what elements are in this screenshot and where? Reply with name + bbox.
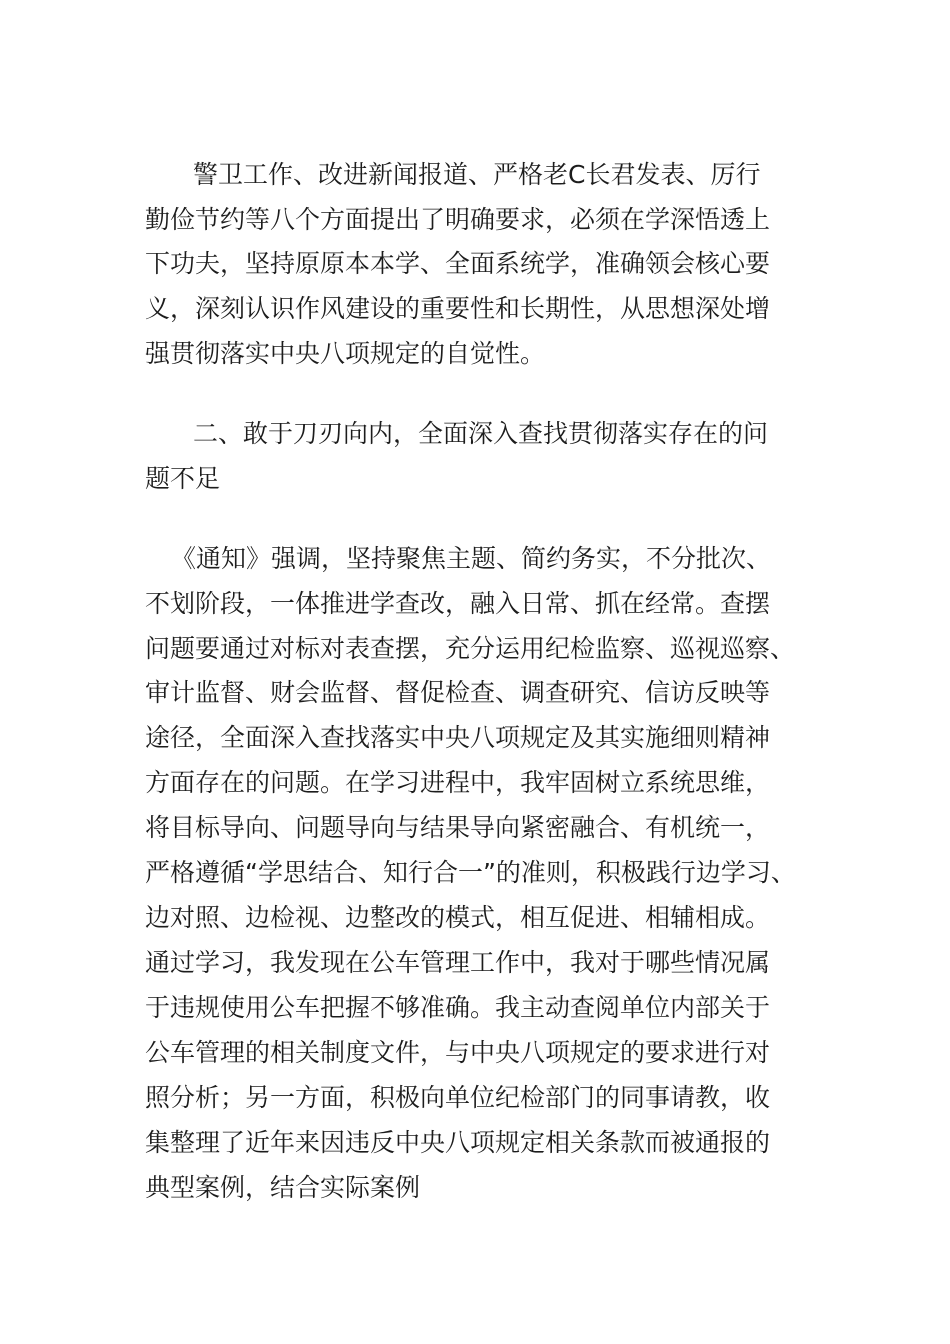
- paragraph-line: 义，深刻认识作风建设的重要性和长期性，从思想深处增: [145, 294, 771, 323]
- paragraph-line: 公车管理的相关制度文件，与中央八项规定的要求进行对: [145, 1038, 771, 1067]
- paragraph-line: 边对照、边检视、边整改的模式，相互促进、相辅相成。: [145, 903, 771, 932]
- paragraph-line: 途径，全面深入查找落实中央八项规定及其实施细则精神: [145, 723, 771, 752]
- paragraph-line: 将目标导向、问题导向与结果导向紧密融合、有机统一，: [145, 813, 771, 842]
- paragraph-line: 严格遵循“学思结合、知行合一”的准则，积极践行边学习、: [145, 858, 796, 887]
- paragraph-line: 下功夫，坚持原原本本学、全面系统学，准确领会核心要: [145, 249, 771, 278]
- paragraph-line: 于违规使用公车把握不够准确。我主动查阅单位内部关于: [145, 993, 771, 1022]
- paragraph-line: 勤俭节约等八个方面提出了明确要求，必须在学深悟透上: [145, 205, 771, 234]
- heading-line: 二、敢于刀刃向内，全面深入查找贯彻落实存在的问: [193, 419, 769, 448]
- paragraph-line: 方面存在的问题。在学习进程中，我牢固树立系统思维，: [145, 768, 771, 797]
- paragraph-line: 不划阶段，一体推进学查改，融入日常、抓在经常。查摆: [145, 589, 771, 618]
- paragraph-line: 通过学习，我发现在公车管理工作中，我对于哪些情况属: [145, 948, 771, 977]
- paragraph-line: 审计监督、财会监督、督促检查、调查研究、信访反映等: [145, 678, 771, 707]
- paragraph-line: 《通知》强调，坚持聚焦主题、简约务实，不分批次、: [171, 544, 772, 573]
- heading-line: 题不足: [145, 464, 221, 493]
- paragraph-line: 照分析；另一方面，积极向单位纪检部门的同事请教，收: [145, 1083, 771, 1112]
- paragraph-line: 集整理了近年来因违反中央八项规定相关条款而被通报的: [145, 1128, 771, 1157]
- paragraph-line: 问题要通过对标对表查摆，充分运用纪检监察、巡视巡察、: [145, 634, 796, 663]
- paragraph-line: 警卫工作、改进新闻报道、严格老C长君发表、厉行: [193, 160, 761, 189]
- paragraph-line: 强贯彻落实中央八项规定的自觉性。: [145, 339, 546, 368]
- paragraph-line: 典型案例，结合实际案例: [145, 1173, 421, 1202]
